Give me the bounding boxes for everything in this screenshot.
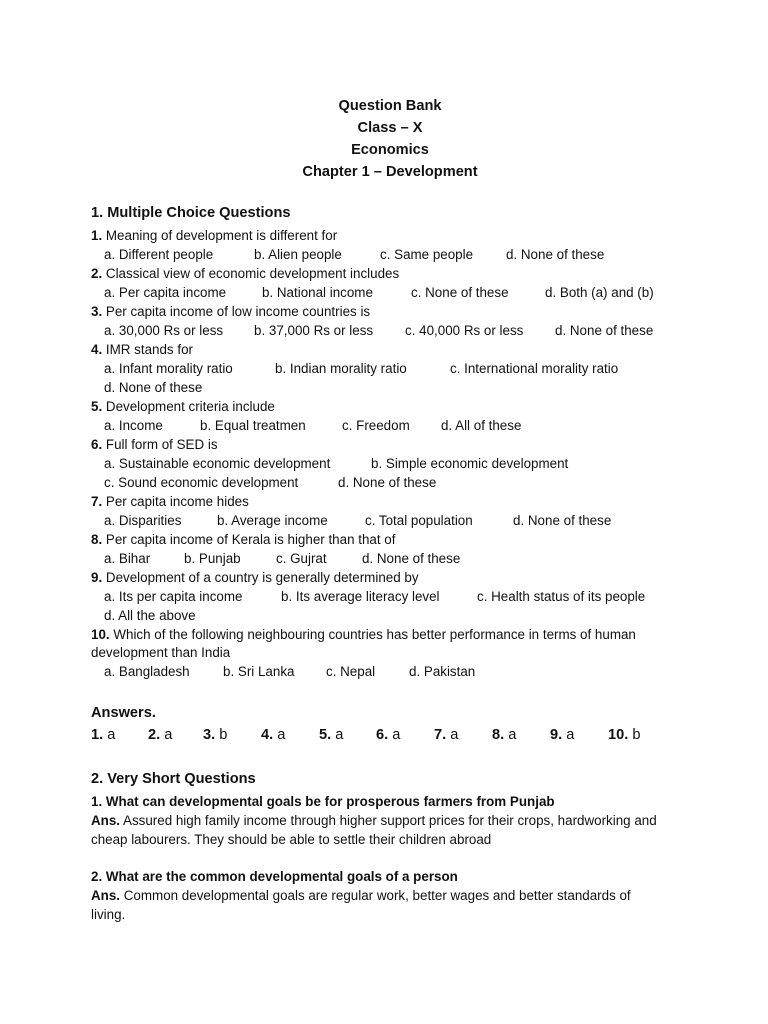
answer-value: a bbox=[566, 727, 575, 743]
option: b. Indian morality ratio bbox=[275, 361, 407, 376]
option: a. Sustainable economic development bbox=[104, 456, 331, 471]
option: c. International morality ratio bbox=[450, 361, 619, 376]
option: d. None of these bbox=[362, 551, 461, 566]
vsq-question-2: 2. What are the common developmental goals of a person bbox=[91, 869, 458, 884]
option: a. Bangladesh bbox=[104, 664, 190, 679]
option: a. Disparities bbox=[104, 513, 182, 528]
answer-value: a bbox=[277, 727, 286, 743]
question-9 bbox=[91, 568, 419, 587]
header-subject: Economics bbox=[351, 142, 429, 158]
question-number: 2. bbox=[91, 266, 103, 281]
vsq-answer-2 bbox=[91, 886, 661, 924]
question-number: 9. bbox=[91, 570, 103, 585]
answer-number: 3. bbox=[203, 727, 216, 743]
question-number: 10. bbox=[91, 627, 110, 642]
question-text: Per capita income of Kerala is higher than that of bbox=[105, 532, 396, 547]
question-1 bbox=[91, 226, 337, 245]
option: b. Equal treatmen bbox=[200, 418, 306, 433]
answer-value: b bbox=[632, 727, 641, 743]
answer-item bbox=[608, 727, 640, 743]
option: c. None of these bbox=[411, 285, 509, 300]
option: b. Its average literacy level bbox=[281, 589, 440, 604]
question-text: IMR stands for bbox=[105, 342, 193, 357]
answer-number: 9. bbox=[550, 727, 563, 743]
option: a. Bihar bbox=[104, 551, 151, 566]
question-text: Meaning of development is different for bbox=[105, 228, 338, 243]
option: b. National income bbox=[262, 285, 373, 300]
option: d. Both (a) and (b) bbox=[545, 285, 654, 300]
answer-item bbox=[203, 727, 227, 743]
question-text: Per capita income hides bbox=[105, 494, 249, 509]
answer-value: a bbox=[392, 727, 401, 743]
answer-number: 6. bbox=[376, 727, 389, 743]
answer-value: b bbox=[219, 727, 228, 743]
option: a. Its per capita income bbox=[104, 589, 243, 604]
option: d. None of these bbox=[506, 247, 605, 262]
option: d. None of these bbox=[104, 380, 203, 395]
answer-value: a bbox=[508, 727, 517, 743]
question-8 bbox=[91, 530, 395, 549]
answer-label: Ans. bbox=[91, 888, 121, 903]
answer-number: 2. bbox=[148, 727, 161, 743]
answer-text: Assured high family income through higher support prices for their crops, hardworking and cheap labourers. They should be able to settle their children abroad bbox=[91, 813, 657, 847]
question-6 bbox=[91, 435, 218, 454]
question-number: 5. bbox=[91, 399, 103, 414]
question-text: Classical view of economic development includes bbox=[105, 266, 400, 281]
vsq-question-1: 1. What can developmental goals be for prosperous farmers from Punjab bbox=[91, 794, 555, 809]
answer-item bbox=[550, 727, 574, 743]
question-number: 8. bbox=[91, 532, 103, 547]
option: d. All of these bbox=[441, 418, 522, 433]
option: b. Sri Lanka bbox=[223, 664, 295, 679]
question-text: Development of a country is generally determined by bbox=[105, 570, 419, 585]
answer-number: 8. bbox=[492, 727, 505, 743]
answer-item bbox=[492, 727, 516, 743]
question-3 bbox=[91, 302, 370, 321]
answer-number: 1. bbox=[91, 727, 104, 743]
answer-value: a bbox=[164, 727, 173, 743]
option: d. None of these bbox=[338, 475, 437, 490]
option: c. Nepal bbox=[326, 664, 376, 679]
option: a. Different people bbox=[104, 247, 214, 262]
option: d. Pakistan bbox=[409, 664, 476, 679]
option: c. Same people bbox=[380, 247, 474, 262]
answer-text: Common developmental goals are regular work, better wages and better standards of living. bbox=[91, 888, 631, 922]
header-title: Question Bank bbox=[338, 98, 442, 114]
answer-item bbox=[434, 727, 458, 743]
question-4 bbox=[91, 340, 193, 359]
question-number: 7. bbox=[91, 494, 103, 509]
answer-label: Ans. bbox=[91, 813, 121, 828]
option: c. Total population bbox=[365, 513, 473, 528]
option: d. All the above bbox=[104, 608, 196, 623]
question-number: 1. bbox=[91, 228, 103, 243]
very-short-title: 2. Very Short Questions bbox=[91, 771, 256, 787]
question-5 bbox=[91, 397, 275, 416]
option: d. None of these bbox=[513, 513, 612, 528]
question-text: Which of the following neighbouring countries has better performance in terms of human bbox=[113, 627, 636, 642]
question-number: 3. bbox=[91, 304, 103, 319]
option: a. Infant morality ratio bbox=[104, 361, 233, 376]
vsq-answer-1 bbox=[91, 811, 691, 849]
answer-number: 7. bbox=[434, 727, 447, 743]
option: b. 37,000 Rs or less bbox=[254, 323, 374, 338]
header-chapter: Chapter 1 – Development bbox=[302, 164, 478, 180]
mcq-title: 1. Multiple Choice Questions bbox=[91, 205, 291, 221]
question-10-continued: development than India bbox=[91, 645, 231, 660]
answer-item bbox=[91, 727, 115, 743]
header-class: Class – X bbox=[357, 120, 423, 136]
option: c. Freedom bbox=[342, 418, 410, 433]
answer-number: 5. bbox=[319, 727, 332, 743]
option: b. Punjab bbox=[184, 551, 241, 566]
answer-value: a bbox=[335, 727, 344, 743]
answer-number: 10. bbox=[608, 727, 629, 743]
option: a. Income bbox=[104, 418, 163, 433]
answer-value: a bbox=[107, 727, 116, 743]
question-7 bbox=[91, 492, 249, 511]
answer-item bbox=[261, 727, 285, 743]
question-number: 4. bbox=[91, 342, 103, 357]
option: a. 30,000 Rs or less bbox=[104, 323, 224, 338]
answer-number: 4. bbox=[261, 727, 274, 743]
question-10 bbox=[91, 625, 636, 644]
option: a. Per capita income bbox=[104, 285, 227, 300]
document-header bbox=[0, 95, 768, 183]
question-text: Full form of SED is bbox=[105, 437, 218, 452]
question-2 bbox=[91, 264, 399, 283]
answer-item bbox=[376, 727, 400, 743]
option: c. Health status of its people bbox=[477, 589, 646, 604]
answer-item bbox=[148, 727, 172, 743]
answers-title: Answers. bbox=[91, 705, 156, 721]
answer-item bbox=[319, 727, 343, 743]
option: b. Average income bbox=[217, 513, 328, 528]
option: c. Gujrat bbox=[276, 551, 327, 566]
option: c. Sound economic development bbox=[104, 475, 299, 490]
answer-value: a bbox=[450, 727, 459, 743]
question-number: 6. bbox=[91, 437, 103, 452]
option: c. 40,000 Rs or less bbox=[405, 323, 524, 338]
question-text: Development criteria include bbox=[105, 399, 275, 414]
option: b. Alien people bbox=[254, 247, 342, 262]
question-text: Per capita income of low income countries is bbox=[105, 304, 371, 319]
option: d. None of these bbox=[555, 323, 654, 338]
option: b. Simple economic development bbox=[371, 456, 569, 471]
